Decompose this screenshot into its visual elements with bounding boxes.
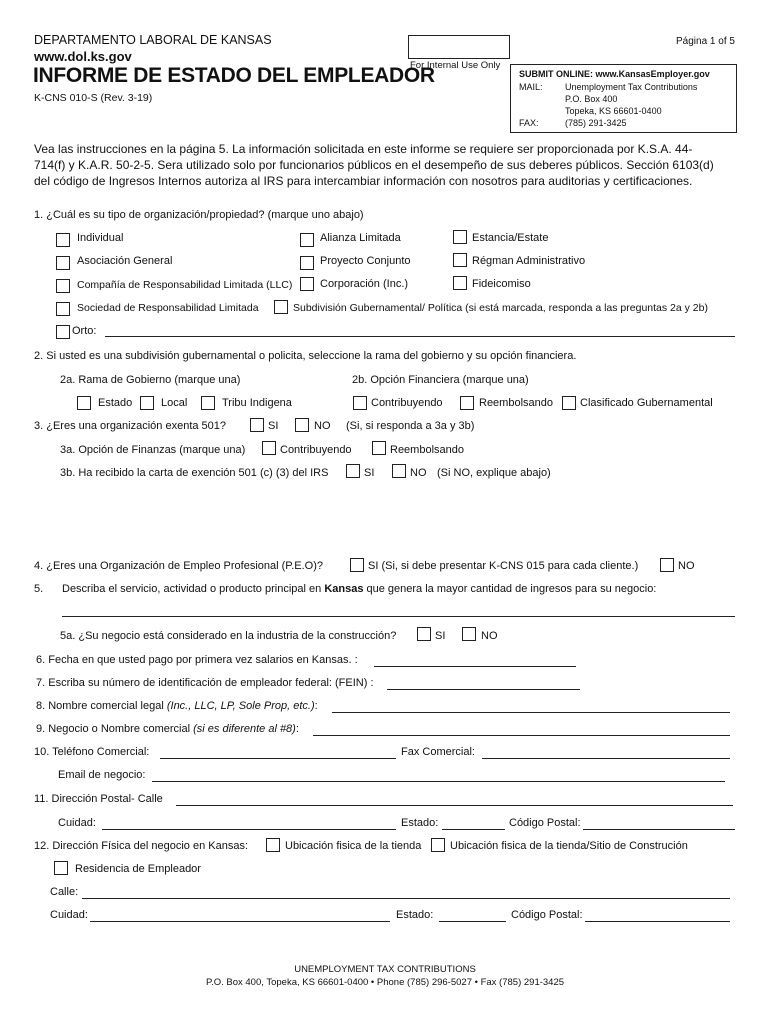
q11-state-label: Estado: (401, 817, 439, 829)
page-number: Página 1 of 5 (676, 36, 735, 47)
q4-si-label: SI (Si, si debe presentar K-CNS 015 para cada cliente.) (368, 560, 639, 572)
q10-fax-input[interactable] (482, 758, 730, 759)
q12-site-checkbox[interactable] (431, 838, 445, 852)
footer-title: UNEMPLOYMENT TAX CONTRIBUTIONS (294, 964, 476, 975)
subdivision-checkbox[interactable] (274, 300, 288, 314)
q11-label: 11. Dirección Postal- Calle (34, 793, 163, 805)
reembolsando-2b-checkbox[interactable] (460, 396, 474, 410)
asociacion-label: Asociación General (77, 255, 173, 267)
contribuyendo-2b-label: Contribuyendo (371, 397, 443, 409)
form-id: K-CNS 010-S (Rev. 3-19) (34, 92, 153, 104)
q3-si-label: SI (268, 420, 279, 432)
q12-residence-checkbox[interactable] (54, 861, 68, 875)
footer-contact: P.O. Box 400, Topeka, KS 66601-0400 • Phone (785) 296-5027 • Fax (785) 291-3425 (205, 977, 565, 988)
q3b-no-label: NO (410, 467, 427, 479)
q12-street-input[interactable] (82, 898, 730, 899)
otro-input-line[interactable] (105, 336, 735, 337)
q12-store-label: Ubicación fisica de la tienda (285, 840, 422, 852)
proyecto-label: Proyecto Conjunto (320, 255, 411, 267)
q3a-reembolsando-label: Reembolsando (390, 444, 464, 456)
fax-label: FAX: (519, 118, 539, 128)
q8-colon: : (314, 700, 318, 712)
q12-state-input[interactable] (439, 921, 506, 922)
q11-street-input[interactable] (176, 805, 733, 806)
sociedad-checkbox[interactable] (56, 302, 70, 316)
q8-hint: (Inc., LLC, LP, Sole Prop, etc.) (166, 700, 315, 712)
llc-label: Compañía de Responsabilidad Limitada (LLC) (77, 279, 293, 291)
q12-residence-label: Residencia de Empleador (75, 863, 201, 875)
q5a-text: 5a. ¿Su negocio está considerado en la industria de la construcción? (60, 630, 397, 642)
q3-si-checkbox[interactable] (250, 418, 264, 432)
q9-input-line[interactable] (313, 735, 730, 736)
submit-info-box (510, 64, 737, 133)
q9-hint: (si es diferente al #8) (193, 723, 296, 735)
q10-email-input[interactable] (152, 781, 725, 782)
otro-checkbox[interactable] (56, 325, 70, 339)
q3b-si-label: SI (364, 467, 375, 479)
q12-zip-label: Código Postal: (511, 909, 583, 921)
q11-city-input[interactable] (102, 829, 396, 830)
agency-website: www.dol.ks.gov (34, 49, 132, 64)
submit-online: SUBMIT ONLINE: www.KansasEmployer.gov (519, 69, 710, 79)
q5-text (62, 583, 656, 595)
q10-fax-label: Fax Comercial: (401, 746, 475, 758)
intro-line-2: 714(f) y K.A.R. 50-2-5. Sera utilizado solo por funcionarios públicos en el desempeño de sus deberes públicos. Sección 6103(d) (34, 158, 714, 172)
fideicomiso-label: Fideicomiso (472, 278, 531, 290)
q4-si-checkbox[interactable] (350, 558, 364, 572)
q10-phone-input[interactable] (160, 758, 396, 759)
q12-street-label: Calle: (50, 886, 79, 898)
q5-text-a: Describa el servicio, actividad o producto principal en (62, 583, 325, 595)
subdivision-label: Subdivisión Gubernamental/ Política (si está marcada, responda a las preguntas 2a y 2b) (293, 302, 708, 314)
clasificado-checkbox[interactable] (562, 396, 576, 410)
q8-input-line[interactable] (332, 712, 730, 713)
q3b-text: 3b. Ha recibido la carta de exención 501 (c) (3) del IRS (60, 467, 329, 479)
q4-text: 4. ¿Eres una Organización de Empleo Profesional (P.E.O)? (34, 560, 324, 572)
q6-input-line[interactable] (374, 666, 576, 667)
otro-label: Orto: (72, 325, 97, 337)
q9-colon: : (295, 723, 299, 735)
q6-label: 6. Fecha en que usted pago por primera vez salarios en Kansas. : (36, 654, 358, 666)
q3-no-label: NO (314, 420, 331, 432)
q5a-no-label: NO (481, 630, 498, 642)
q11-zip-input[interactable] (583, 829, 735, 830)
intro-line-1: Vea las instrucciones en la página 5. La información solicitada en este informe se requiere ser proporcionada por K.S.A. 44- (34, 142, 693, 156)
proyecto-checkbox[interactable] (300, 256, 314, 270)
q5-number: 5. (34, 583, 44, 595)
q3b-note: (Si NO, explique abajo) (437, 467, 551, 479)
local-checkbox[interactable] (140, 396, 154, 410)
q3b-si-checkbox[interactable] (346, 464, 360, 478)
q11-city-label: Cuidad: (58, 817, 96, 829)
clasificado-label: Clasificado Gubernamental (580, 397, 713, 409)
intro-line-3: del código de Ingresos Internos autoriza al IRS para intercambiar información con nosotros para auditorias y certificaciones. (34, 174, 693, 188)
q7-label: 7. Escriba su número de identificación de empleador federal: (FEIN) : (36, 677, 374, 689)
contribuyendo-2b-checkbox[interactable] (353, 396, 367, 410)
q8-label (36, 700, 318, 712)
q12-city-input[interactable] (90, 921, 390, 922)
individual-label: Individual (77, 232, 124, 244)
q2b-label: 2b. Opción Financiera (marque una) (352, 374, 529, 386)
fax-value: (785) 291-3425 (565, 118, 627, 128)
q1-text: 1. ¿Cuál es su tipo de organización/propiedad? (marque uno abajo) (34, 209, 364, 221)
estado-label: Estado (98, 397, 133, 409)
q5-text-b: que genera la mayor cantidad de ingresos para su negocio: (363, 583, 657, 595)
q3a-contribuyendo-label: Contribuyendo (280, 444, 352, 456)
q3-note: (Si, si responda a 3a y 3b) (346, 420, 475, 432)
form-title: INFORME DE ESTADO DEL EMPLEADOR (33, 64, 435, 87)
q5a-si-checkbox[interactable] (417, 627, 431, 641)
local-label: Local (161, 397, 188, 409)
q3-no-checkbox[interactable] (295, 418, 309, 432)
fideicomiso-checkbox[interactable] (453, 276, 467, 290)
mail-line-3: Topeka, KS 66601-0400 (565, 106, 662, 116)
q5a-si-label: SI (435, 630, 446, 642)
q3a-contribuyendo-checkbox[interactable] (262, 441, 276, 455)
corporacion-label: Corporación (Inc.) (320, 278, 409, 290)
q5-input-line[interactable] (62, 616, 735, 617)
q12-zip-input[interactable] (585, 921, 730, 922)
q2a-label: 2a. Rama de Gobierno (marque una) (60, 374, 241, 386)
q12-state-label: Estado: (396, 909, 434, 921)
mail-line-2: P.O. Box 400 (565, 94, 618, 104)
mail-line-1: Unemployment Tax Contributions (565, 82, 698, 92)
q5-text-bold: Kansas (324, 583, 364, 595)
asociacion-checkbox[interactable] (56, 256, 70, 270)
alianza-checkbox[interactable] (300, 233, 314, 247)
q3b-no-checkbox[interactable] (392, 464, 406, 478)
estancia-checkbox[interactable] (453, 230, 467, 244)
q5a-no-checkbox[interactable] (462, 627, 476, 641)
estancia-label: Estancia/Estate (472, 232, 549, 244)
q12-site-label: Ubicación fisica de la tienda/Sitio de Construción (450, 840, 688, 852)
q3a-text: 3a. Opción de Finanzas (marque una) (60, 444, 246, 456)
q11-state-input[interactable] (442, 829, 505, 830)
q7-input-line[interactable] (387, 689, 580, 690)
alianza-label: Alianza Limitada (320, 232, 401, 244)
corporacion-checkbox[interactable] (300, 277, 314, 291)
q4-no-checkbox[interactable] (660, 558, 674, 572)
q11-zip-label: Código Postal: (509, 817, 581, 829)
q12-city-label: Cuidad: (50, 909, 88, 921)
q9-label-text: 9. Negocio o Nombre comercial (36, 723, 194, 735)
q2-text: 2. Si usted es una subdivisión gubernamental o policita, seleccione la rama del gobierno y su opción financiera. (34, 350, 577, 362)
internal-use-label: For Internal Use Only (410, 60, 501, 71)
q9-label (36, 723, 299, 735)
q10-phone-label: 10. Teléfono Comercial: (34, 746, 150, 758)
mail-label: MAIL: (519, 82, 543, 92)
sociedad-label: Sociedad de Responsabilidad Limitada (77, 302, 259, 314)
q4-no-label: NO (678, 560, 695, 572)
q10-email-label: Email de negocio: (58, 769, 146, 781)
q8-label-text: 8. Nombre comercial legal (36, 700, 167, 712)
q3a-reembolsando-checkbox[interactable] (372, 441, 386, 455)
estado-checkbox[interactable] (77, 396, 91, 410)
individual-checkbox[interactable] (56, 233, 70, 247)
agency-name: DEPARTAMENTO LABORAL DE KANSAS (34, 33, 272, 47)
tribu-label: Tribu Indigena (222, 397, 292, 409)
q12-label: 12. Dirección Física del negocio en Kansas: (34, 840, 249, 852)
reembolsando-2b-label: Reembolsando (479, 397, 553, 409)
q3-text: 3. ¿Eres una organización exenta 501? (34, 420, 227, 432)
llc-checkbox[interactable] (56, 279, 70, 293)
q12-store-checkbox[interactable] (266, 838, 280, 852)
regman-label: Régman Administrativo (472, 255, 586, 267)
regman-checkbox[interactable] (453, 253, 467, 267)
tribu-checkbox[interactable] (201, 396, 215, 410)
internal-use-box (408, 35, 510, 59)
